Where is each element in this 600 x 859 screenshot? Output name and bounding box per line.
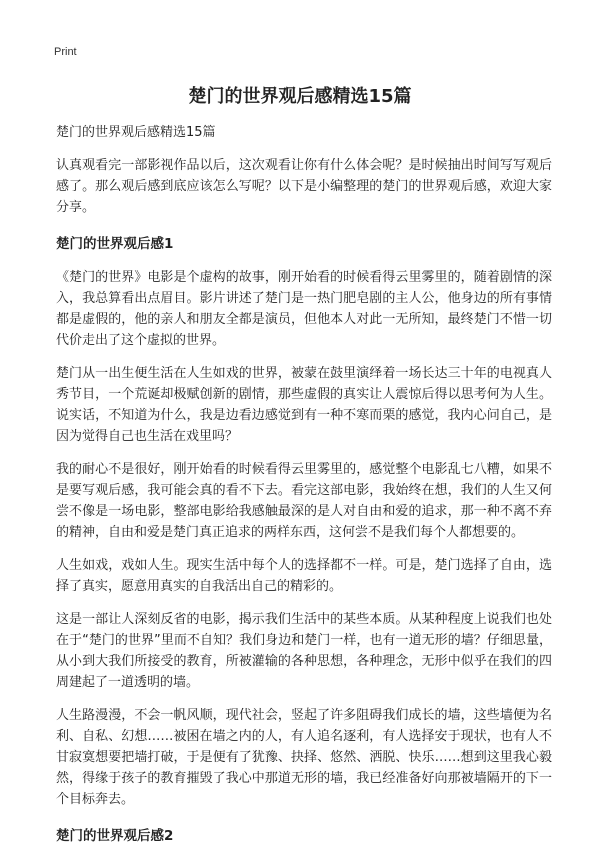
document-subtitle: 楚门的世界观后感精选15篇 xyxy=(56,125,216,140)
paragraph: 楚门从一出生便生活在人生如戏的世界，被蒙在鼓里演绎着一场长达三十年的电视真人秀节目，一个荒诞却极赋创新的剧情，那些虚假的真实让人震惊后得以思考何为人生。说实话，不知道为什么，我是边看边感觉到有一种不寒而栗的感觉，我内心问自己，是因为觉得自己也生活在戏里吗？ xyxy=(56,366,552,444)
section-heading-2: 楚门的世界观后感2 xyxy=(56,828,174,844)
section-heading-1: 楚门的世界观后感1 xyxy=(56,236,174,252)
intro-paragraph: 认真观看完一部影视作品以后，这次观看让你有什么体会呢？是时候抽出时间写写观后感了。那么观后感到底应该怎么写呢？以下是小编整理的楚门的世界观后感，欢迎大家分享。 xyxy=(56,158,552,215)
paragraph: 我的耐心不是很好，刚开始看的时候看得云里雾里的，感觉整个电影乱七八糟，如果不是要写观后感，我可能会真的看不下去。看完这部电影，我始终在想，我们的人生又何尝不像是一场电影，整部电影给我感触最深的是人对自由和爱的追求，那一种不离不弃的精神，自由和爱是楚门真正追求的两样东西，这何尝不是我们每个人都想要的。 xyxy=(56,462,552,540)
paragraph: 这是一部让人深刻反省的电影，揭示我们生活中的某些本质。从某种程度上说我们也处在于“楚门的世界”里而不自知？我们身边和楚门一样，也有一道无形的墙？仔细思量，从小到大我们所接受的教育，所被灌输的各种思想，各种理念，无形中似乎在我们的四周建起了一道透明的墙。 xyxy=(56,612,552,690)
page-title: 楚门的世界观后感精选15篇 xyxy=(188,86,412,107)
document-body xyxy=(56,122,552,859)
print-label: Print xyxy=(54,46,77,58)
paragraph: 人生如戏，戏如人生。现实生活中每个人的选择都不一样。可是，楚门选择了自由，选择了真实，愿意用真实的自我活出自己的精彩的。 xyxy=(56,558,552,594)
paragraph: 《楚门的世界》电影是个虚构的故事，刚开始看的时候看得云里雾里的，随着剧情的深入，我总算看出点眉目。影片讲述了楚门是一热门肥皂剧的主人公，他身边的所有事情都是虚假的，他的亲人和朋友全都是演员，但他本人对此一无所知，最终楚门不惜一切代价走出了这个虚拟的世界。 xyxy=(56,270,552,348)
paragraph: 人生路漫漫，不会一帆风顺，现代社会，竖起了许多阻碍我们成长的墙，这些墙便为名利、自私、幻想……被困在墙之内的人，有人追名逐利，有人选择安于现状，也有人不甘寂寞想要把墙打破，于是便有了犹豫、抉择、悠然、洒脱、快乐……想到这里我心毅然，得缘于孩子的教育摧毁了我心中那道无形的墙，我已经准备好向那被墙隔开的下一个目标奔去。 xyxy=(56,708,552,807)
